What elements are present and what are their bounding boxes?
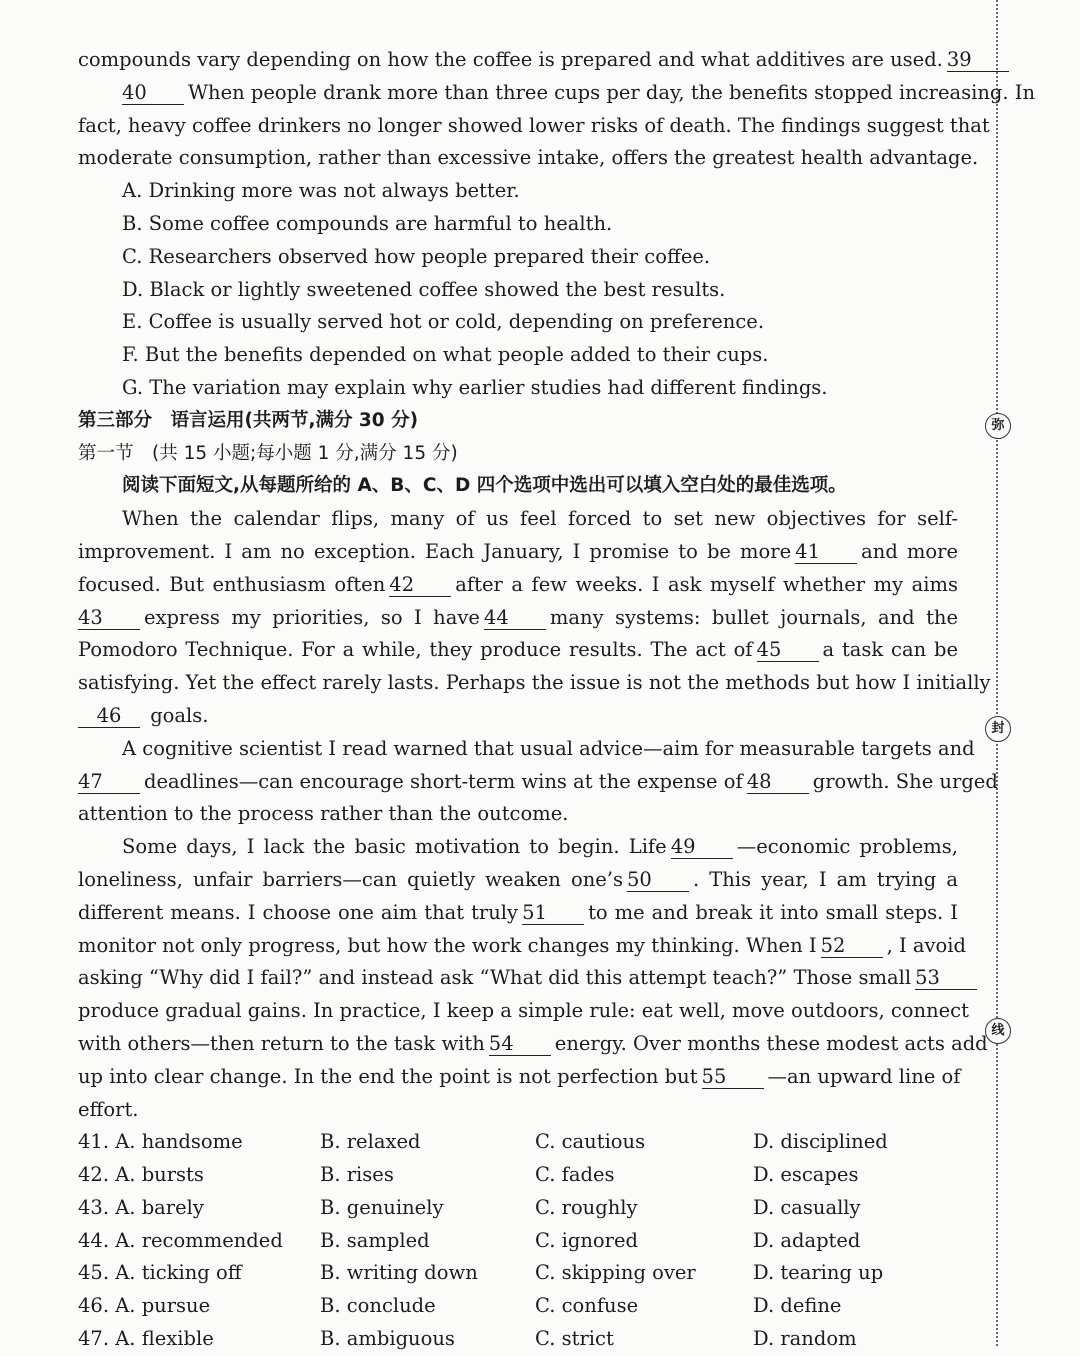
choice-c[interactable]: C. skipping over (535, 1261, 696, 1285)
choice-c[interactable]: C. fades (535, 1163, 615, 1187)
cloze-line: effort. (78, 1097, 139, 1121)
choice-d[interactable]: D. define (753, 1294, 842, 1318)
option-c: C. Researchers observed how people prepared their coffee. (122, 244, 711, 268)
blank-45[interactable]: 45 (757, 639, 819, 662)
blank-40[interactable]: 40 (122, 82, 184, 105)
blank-53[interactable]: 53 (915, 967, 977, 990)
choice-d[interactable]: D. adapted (753, 1228, 861, 1252)
choice-a[interactable]: 42. A. bursts (78, 1163, 204, 1187)
choice-a[interactable]: 47. A. flexible (78, 1327, 214, 1351)
cloze-line: produce gradual gains. In practice, I keep a simple rule: eat well, move outdoors, connect (78, 999, 969, 1023)
blank-44[interactable]: 44 (484, 607, 546, 630)
cloze-line: loneliness, unfair barriers—can quietly weaken one’s 50 . This year, I am trying a (78, 867, 959, 891)
cloze-line: satisfying. Yet the effect rarely lasts. Perhaps the issue is not the methods but how I initially (78, 671, 991, 695)
option-e: E. Coffee is usually served hot or cold, depending on preference. (122, 310, 765, 334)
choice-b[interactable]: B. sampled (320, 1228, 430, 1252)
blank-41[interactable]: 41 (795, 541, 857, 564)
blank-39[interactable]: 39 (947, 49, 1009, 72)
choice-c[interactable]: C. ignored (535, 1228, 638, 1252)
question-41 (78, 1126, 958, 1159)
option-a: A. Drinking more was not always better. (122, 179, 520, 203)
option-g: G. The variation may explain why earlier studies had different findings. (122, 375, 828, 399)
cloze-line: attention to the process rather than the outcome. (78, 802, 569, 826)
passage-line: 40 When people drank more than three cups per day, the benefits stopped increasing. In (122, 80, 1036, 104)
blank-55[interactable]: 55 (702, 1066, 764, 1089)
choice-c[interactable]: C. cautious (535, 1130, 646, 1154)
blank-50[interactable]: 50 (627, 869, 689, 892)
passage-line: moderate consumption, rather than excessive intake, offers the greatest health advantage. (78, 146, 979, 170)
choice-a[interactable]: 44. A. recommended (78, 1228, 283, 1252)
choice-a[interactable]: 45. A. ticking off (78, 1261, 242, 1285)
option-f: F. But the benefits depended on what people added to their cups. (122, 343, 769, 367)
question-47 (78, 1323, 958, 1356)
cloze-line: focused. But enthusiasm often 42 after a few weeks. I ask myself whether my aims (78, 572, 958, 596)
question-44 (78, 1225, 958, 1258)
cloze-line: When the calendar flips, many of us feel forced to set new objectives for self- (122, 507, 958, 531)
cloze-line: with others—then return to the task with 54 energy. Over months these modest acts add (78, 1031, 988, 1055)
choice-d[interactable]: D. tearing up (753, 1261, 884, 1285)
cloze-line: monitor not only progress, but how the work changes my thinking. When I 52 , I avoid (78, 933, 966, 957)
cloze-line: A cognitive scientist I read warned that usual advice—aim for measurable targets and (122, 736, 975, 760)
exam-page (78, 44, 1036, 1356)
cloze-line: Some days, I lack the basic motivation to begin. Life 49 —economic problems, (122, 835, 958, 859)
cloze-line: 46 goals. (78, 700, 958, 733)
passage-line: compounds vary depending on how the coffee is prepared and what additives are used. 39 (78, 44, 958, 77)
blank-43[interactable]: 43 (78, 607, 140, 630)
blank-52[interactable]: 52 (821, 935, 883, 958)
cloze-line: up into clear change. In the end the point is not perfection but 55 —an upward line of (78, 1064, 961, 1088)
blank-51[interactable]: 51 (522, 902, 584, 925)
choice-d[interactable]: D. casually (753, 1195, 861, 1219)
choice-c[interactable]: C. roughly (535, 1195, 638, 1219)
choice-b[interactable]: B. conclude (320, 1294, 436, 1318)
seal-feng: 封 (985, 716, 1011, 742)
cloze-line: different means. I choose one aim that truly 51 to me and break it into small steps. I (78, 900, 958, 924)
cloze-line: Pomodoro Technique. For a while, they produce results. The act of 45 a task can be (78, 638, 958, 662)
question-46 (78, 1290, 958, 1323)
choice-b[interactable]: B. ambiguous (320, 1327, 455, 1351)
choice-d[interactable]: D. disciplined (753, 1130, 888, 1154)
choice-c[interactable]: C. strict (535, 1327, 614, 1351)
question-45 (78, 1257, 958, 1290)
instruction: 阅读下面短文,从每题所给的 A、B、C、D 四个选项中选出可以填入空白处的最佳选项。 (122, 475, 847, 497)
seal-mi: 弥 (985, 413, 1011, 439)
choice-d[interactable]: D. escapes (753, 1163, 859, 1187)
blank-47[interactable]: 47 (78, 771, 140, 794)
blank-48[interactable]: 48 (747, 771, 809, 794)
question-43 (78, 1192, 958, 1225)
question-42 (78, 1159, 958, 1192)
blank-42[interactable]: 42 (389, 574, 451, 597)
cloze-line: asking “Why did I fail?” and instead ask “What did this attempt teach?” Those small 53 (78, 962, 958, 995)
cloze-line: improvement. I am no exception. Each January, I promise to be more 41 and more (78, 539, 958, 563)
blank-54[interactable]: 54 (489, 1033, 551, 1056)
choice-a[interactable]: 41. A. handsome (78, 1130, 243, 1154)
cloze-line: 43 express my priorities, so I have 44 many systems: bullet journals, and the (78, 605, 958, 629)
part3-heading: 第三部分 语言运用(共两节,满分 30 分) (78, 409, 419, 431)
option-b: B. Some coffee compounds are harmful to health. (122, 211, 613, 235)
blank-46[interactable]: 46 (78, 705, 140, 728)
section1-heading: 第一节 (共 15 小题;每小题 1 分,满分 15 分) (78, 442, 458, 464)
seal-xian: 线 (985, 1018, 1011, 1044)
option-d: D. Black or lightly sweetened coffee showed the best results. (122, 277, 726, 301)
passage-line: fact, heavy coffee drinkers no longer showed lower risks of death. The findings suggest that (78, 113, 990, 137)
binding-dotted-line (996, 0, 998, 1346)
choice-b[interactable]: B. genuinely (320, 1195, 444, 1219)
cloze-line: 47 deadlines—can encourage short-term wins at the expense of 48 growth. She urged (78, 769, 998, 793)
choice-d[interactable]: D. random (753, 1327, 857, 1351)
choice-a[interactable]: 46. A. pursue (78, 1294, 211, 1318)
blank-49[interactable]: 49 (671, 836, 733, 859)
choice-c[interactable]: C. confuse (535, 1294, 639, 1318)
choice-b[interactable]: B. rises (320, 1163, 394, 1187)
choice-b[interactable]: B. writing down (320, 1261, 478, 1285)
choice-b[interactable]: B. relaxed (320, 1130, 421, 1154)
choice-a[interactable]: 43. A. barely (78, 1195, 204, 1219)
